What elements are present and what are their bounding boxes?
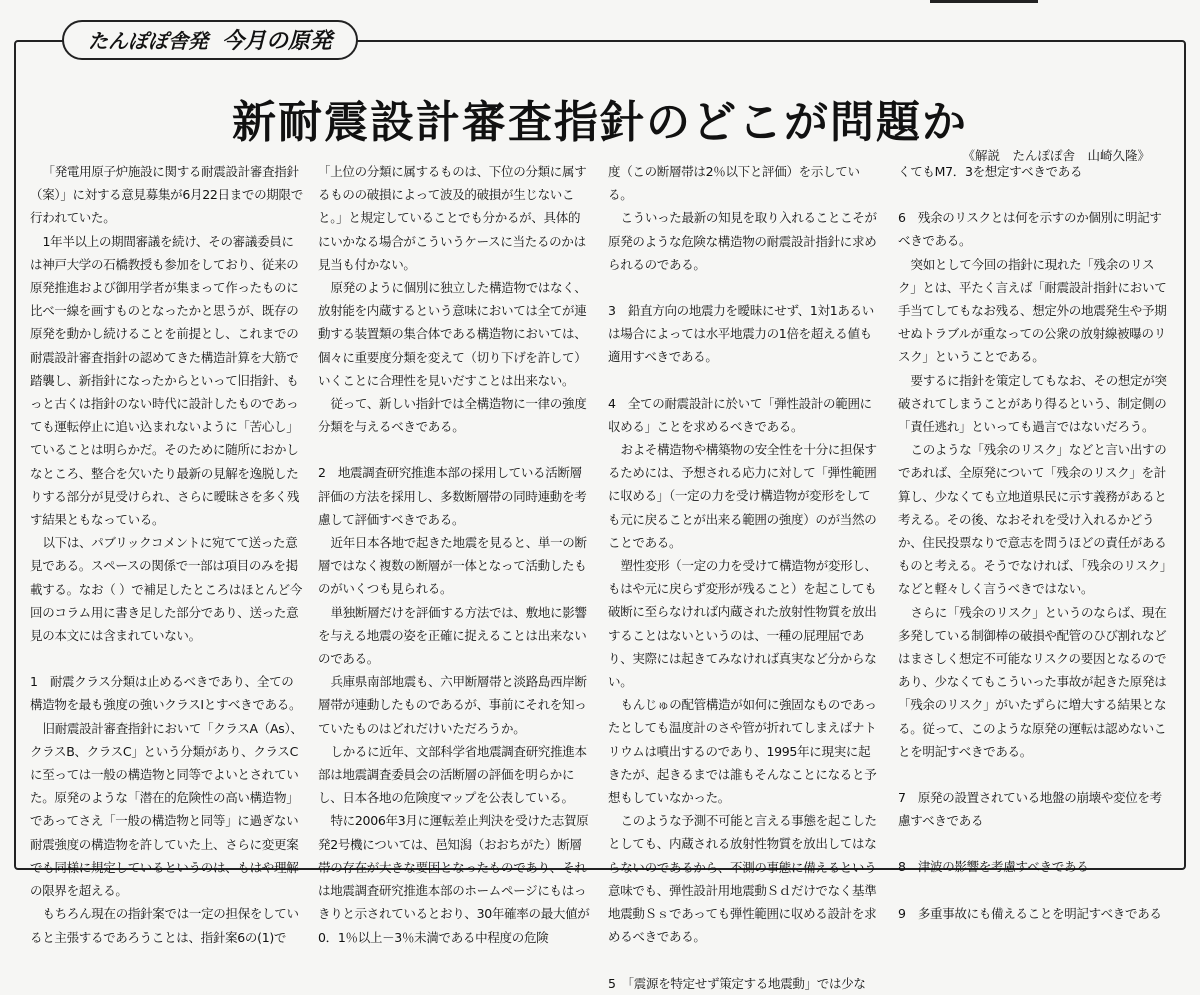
- article-title: 新耐震設計審査指針のどこが問題か: [232, 97, 968, 148]
- paragraph: 塑性変形（一定の力を受けて構造物が変形し、もはや元に戻らず変形が残ること）を起こしても破断に至らなければ内蔵された放射性物質を放出することはないというのは、一種の屁理屈であり、実際には起きてみなければ真実など分からない。: [608, 558, 877, 690]
- paragraph: 「上位の分類に属するものは、下位の分類に属するものの破損によって波及的破損が生じないこと。」と規定していることでも分かるが、具体的にいかなる場合がこういうケースに当たるのかは見当も付かない。: [318, 164, 587, 272]
- text-column-1: [30, 160, 304, 945]
- paragraph: このような予測不可能と言える事態を起こしたとしても、内蔵される放射性物質を放出してはならないのであるから、不測の事態に備えるという意味でも、弾性設計用地震動Ｓｄだけでなく基準地震動Ｓｓであっても弾性範囲に収める設計を求めるべきである。: [608, 813, 877, 945]
- section-heading: 4 全ての耐震設計に於いて「弾性設計の範囲に収める」ことを求めるべきである。: [608, 395, 872, 434]
- paragraph: もちろん現在の指針案では一定の担保をしていると主張するであろうことは、指針案6の(1)で: [30, 906, 299, 945]
- paragraph: くてもM7．3を想定すべきである: [898, 164, 1083, 179]
- paragraph: 単独断層だけを評価する方法では、敷地に影響を与える地震の姿を正確に捉えることは出来ないのである。: [318, 604, 587, 667]
- paragraph: 「発電用原子炉施設に関する耐震設計審査指針（案）」に対する意見募集が6月22日までの期限で行われていた。: [30, 164, 303, 226]
- column-badge: [62, 20, 358, 60]
- section-heading: 6 残余のリスクとは何を示すのか個別に明記すべきである。: [898, 210, 1162, 249]
- paragraph: 要するに指針を策定してもなお、その想定が突破されてしまうことがあり得るという、制定側の「責任逃れ」といっても過言ではないだろう。: [898, 372, 1167, 435]
- section-heading: 3 鉛直方向の地震力を曖昧にせず、1対1あるいは場合によっては水平地震力の1倍を超える値も適用すべきである。: [608, 303, 874, 365]
- paragraph: こういった最新の知見を取り入れることこそが原発のような危険な構造物の耐震設計指針に求められるのである。: [608, 210, 877, 272]
- paragraph: 旧耐震設計審査指針において「クラスA（As）、クラスB、クラスC」という分類があり、クラスCに至っては一般の構造物と同等でよいとされていた。原発のような「潜在的危険性の高い構造物」であってさえ「一般の構造物と同等」に過ぎない耐震強度の構造物を許していた上、さらに変更案でも同様に規定しているというのは、もはや理解の限界を超える。: [30, 720, 303, 899]
- paragraph: 1年半以上の期間審議を続け、その審議委員には神戸大学の石橋教授も参加をしており、従来の原発推進および御用学者が集まって作ったものに比べ一線を画すものとなったかと思うが、既存の原発を動かし続けることを前提とし、これまでの耐震設計審査指針の認めてきた構造計算を大筋で踏襲し、新指針になったからといって旧指針、もっと古くは指針のない時代に設計したものであっても運転停止に追い込まれないように「苦心し」ていることは明らかだ。そのために随所におかしなところ、整合を欠いたり最新の見解を逸脱したりする部分が見受けられ、さらに曖昧さを多く残す結果ともなっている。: [30, 233, 300, 528]
- paragraph: 度（この断層帯は2％以下と評価）を示している。: [608, 164, 860, 203]
- paragraph: もんじゅの配管構造が如何に強固なものであったとしても温度計のさや管が折れてしまえばナトリウムは噴出するのであり、1995年に現実に起きたが、起きるまでは誰もそんなことになると予想もしていなかった。: [608, 697, 877, 806]
- section-heading: 8 津波の影響を考慮すべきである: [898, 859, 1089, 875]
- badge-source: たんぽぽ舎発: [88, 29, 208, 53]
- paragraph: しかるに近年、文部科学省地震調査研究推進本部は地震調査委員会の活断層の評価を明らかにし、日本各地の危険度マップを公表している。: [318, 743, 587, 806]
- paragraph: 兵庫県南部地震も、六甲断層帯と淡路島西岸断層帯が連動したものであるが、事前にそれを知っていたものはどれだけいただろうか。: [318, 674, 587, 736]
- paragraph: 以下は、パブリックコメントに宛てて送った意見である。スペースの関係で一部は項目のみを掲載する。なお（ ）で補足したところはほとんど今回のコラム用に書き足した部分であり、送った意見の本文には含まれていない。: [30, 535, 303, 644]
- paragraph: 突如として今回の指針に現れた「残余のリスク」とは、平たく言えば「耐震設計指針において手当てしてもなお残る、想定外の地震発生や予期せぬトラブルが重なっての公衆の放射線被曝のリスク」ということである。: [898, 256, 1167, 365]
- badge-title: 今月の原発: [222, 29, 333, 54]
- top-edge-mark: [930, 0, 1038, 3]
- paragraph: 近年日本各地で起きた地震を見ると、単一の断層ではなく複数の断層が一体となって活動したものがいくつも見られる。: [318, 535, 587, 597]
- paragraph: このような「残余のリスク」などと言い出すのであれば、全原発について「残余のリスク」を計算し、少なくても立地道県民に示す義務があると考える。その後、なおそれを受け入れるかどうか、住民投票なりで意志を問うほどの責任があるものと考える。そうでなければ、「残余のリスク」などと軽々しく言うべきではない。: [898, 442, 1167, 597]
- byline: 《解説 たんぽぽ舎 山崎久隆》: [962, 148, 1150, 163]
- paragraph: さらに「残余のリスク」というのならば、現在多発している制御棒の破損や配管のひび割れなどはまさしく想定不可能なリスクの要因となるのであり、少なくてもこういった事故が起きた原発は「残余のリスク」がいたずらに増大する結果となる。従って、このような原発の運転は認めないことを明記すべきである。: [898, 604, 1167, 759]
- text-column-3: [608, 160, 882, 991]
- section-heading: 2 地震調査研究推進本部の採用している活断層評価の方法を採用し、多数断層帯の同時連動を考慮して評価すべきである。: [318, 465, 587, 527]
- section-heading: 5 「震源を特定せず策定する地震動」では少な: [608, 975, 866, 991]
- paragraph: 従って、新しい指針では全構造物に一律の強度分類を与えるべきである。: [318, 396, 587, 435]
- text-column-4: [898, 160, 1172, 921]
- text-column-2: [318, 160, 592, 945]
- section-heading: 9 多重事故にも備えることを明記すべきである: [898, 905, 1162, 921]
- paragraph: およそ構造物や構築物の安全性を十分に担保するためには、予想される応力に対して「弾性範囲に収める」（一定の力を受け構造物が変形をしても元に戻ることが出来る範囲の強度）のが当然のことである。: [608, 442, 877, 550]
- paragraph: 原発のように個別に独立した構造物ではなく、放射能を内蔵するという意味においては全てが連動する装置類の集合体である構造物においては、個々に重要度分類を変えて（切り下げを許して）いくことに合理性を見いだすことは出来ない。: [318, 280, 587, 388]
- paragraph: 特に2006年3月に運転差止判決を受けた志賀原発2号機については、邑知潟（おおちがた）断層帯の存在が大きな要因となったものであり、それは地震調査研究推進本部のホームページにもはっきりと示されているとおり、30年確率の最大値が0．1％以上－3％未満である中程度の危険: [318, 813, 590, 945]
- section-heading: 1 耐震クラス分類は止めるべきであり、全ての構造物を最も強度の強いクラスⅠとすべきである。: [30, 674, 302, 713]
- section-heading: 7 原発の設置されている地盤の崩壊や変位を考慮すべきである: [898, 790, 1162, 829]
